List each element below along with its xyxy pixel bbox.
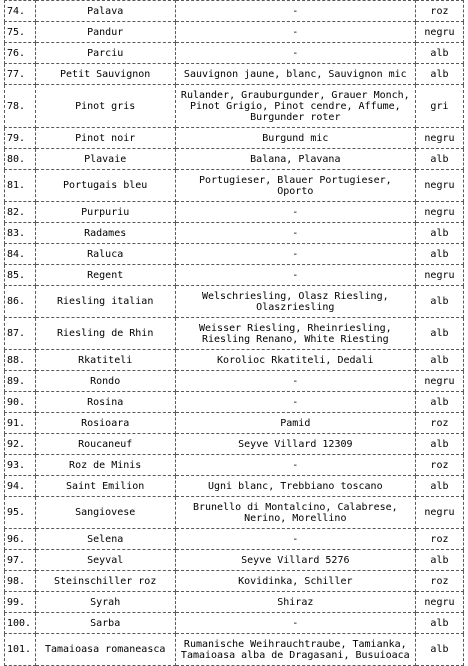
variety-name-cell: Rondo [35, 371, 175, 392]
row-number-cell: 92. [5, 434, 36, 455]
row-number-cell: 101. [5, 634, 36, 666]
row-number-cell: 83. [5, 223, 36, 244]
synonyms-cell: Seyve Villard 12309 [175, 434, 415, 455]
row-number-cell: 94. [5, 476, 36, 497]
grape-color-cell: alb [415, 244, 463, 265]
synonyms-cell: Burgund mic [175, 128, 415, 149]
synonyms-cell: - [175, 244, 415, 265]
variety-name-cell: Pinot noir [35, 128, 175, 149]
row-number-cell: 76. [5, 43, 36, 64]
synonyms-cell: - [175, 22, 415, 43]
row-number-cell: 78. [5, 85, 36, 128]
grape-variety-table-document [4, 0, 464, 666]
row-number-cell: 98. [5, 571, 36, 592]
variety-name-cell: Tamaioasa romaneasca [35, 634, 175, 666]
table-row [5, 350, 464, 371]
synonyms-cell: - [175, 455, 415, 476]
table-row [5, 634, 464, 666]
variety-name-cell: Radames [35, 223, 175, 244]
grape-color-cell: alb [415, 149, 463, 170]
variety-name-cell: Seyval [35, 550, 175, 571]
variety-name-cell: Pinot gris [35, 85, 175, 128]
variety-name-cell: Sangiovese [35, 497, 175, 529]
row-number-cell: 89. [5, 371, 36, 392]
synonyms-cell: Weisser Riesling, Rheinriesling, Riesling Renano, White Riesting [175, 318, 415, 350]
variety-name-cell: Petit Sauvignon [35, 64, 175, 85]
synonyms-cell: Rumanische Weihrauchtraube, Tamianka, Tamaioasa alba de Dragasani, Busuioaca [175, 634, 415, 666]
variety-name-cell: Sarba [35, 613, 175, 634]
synonyms-cell: - [175, 223, 415, 244]
synonyms-cell: Rulander, Grauburgunder, Grauer Monch, Pinot Grigio, Pinot cendre, Affume, Burgunder roter [175, 85, 415, 128]
row-number-cell: 77. [5, 64, 36, 85]
table-row [5, 571, 464, 592]
table-row [5, 64, 464, 85]
synonyms-cell: Sauvignon jaune, blanc, Sauvignon mic [175, 64, 415, 85]
grape-color-cell: alb [415, 223, 463, 244]
table-row [5, 202, 464, 223]
grape-color-cell: alb [415, 286, 463, 318]
variety-name-cell: Raluca [35, 244, 175, 265]
grape-color-cell: negru [415, 497, 463, 529]
synonyms-cell: - [175, 202, 415, 223]
synonyms-cell: - [175, 43, 415, 64]
table-row [5, 286, 464, 318]
synonyms-cell: - [175, 265, 415, 286]
variety-name-cell: Steinschiller roz [35, 571, 175, 592]
table-body [5, 1, 464, 666]
synonyms-cell: Kovidinka, Schiller [175, 571, 415, 592]
row-number-cell: 74. [5, 1, 36, 22]
row-number-cell: 81. [5, 170, 36, 202]
table-row [5, 265, 464, 286]
table-row [5, 550, 464, 571]
row-number-cell: 80. [5, 149, 36, 170]
variety-name-cell: Portugais bleu [35, 170, 175, 202]
variety-name-cell: Purpuriu [35, 202, 175, 223]
grape-color-cell: roz [415, 413, 463, 434]
row-number-cell: 79. [5, 128, 36, 149]
synonyms-cell: Seyve Villard 5276 [175, 550, 415, 571]
synonyms-cell: - [175, 371, 415, 392]
row-number-cell: 91. [5, 413, 36, 434]
row-number-cell: 95. [5, 497, 36, 529]
variety-name-cell: Saint Emilion [35, 476, 175, 497]
grape-color-cell: alb [415, 64, 463, 85]
grape-color-cell: roz [415, 571, 463, 592]
synonyms-cell: Shiraz [175, 592, 415, 613]
grape-color-cell: roz [415, 1, 463, 22]
grape-color-cell: negru [415, 128, 463, 149]
table-row [5, 85, 464, 128]
table-row [5, 529, 464, 550]
variety-name-cell: Plavaie [35, 149, 175, 170]
synonyms-cell: Ugni blanc, Trebbiano toscano [175, 476, 415, 497]
grape-color-cell: alb [415, 43, 463, 64]
variety-name-cell: Regent [35, 265, 175, 286]
table-row [5, 128, 464, 149]
synonyms-cell: - [175, 392, 415, 413]
table-row [5, 392, 464, 413]
table-row [5, 476, 464, 497]
table-row [5, 170, 464, 202]
variety-name-cell: Riesling italian [35, 286, 175, 318]
table-row [5, 223, 464, 244]
row-number-cell: 84. [5, 244, 36, 265]
row-number-cell: 87. [5, 318, 36, 350]
table-row [5, 1, 464, 22]
variety-name-cell: Selena [35, 529, 175, 550]
table-row [5, 413, 464, 434]
grape-color-cell: alb [415, 318, 463, 350]
row-number-cell: 93. [5, 455, 36, 476]
grape-color-cell: negru [415, 592, 463, 613]
row-number-cell: 96. [5, 529, 36, 550]
synonyms-cell: Pamid [175, 413, 415, 434]
table-row [5, 497, 464, 529]
variety-name-cell: Riesling de Rhin [35, 318, 175, 350]
table-row [5, 22, 464, 43]
synonyms-cell: Korolioc Rkatiteli, Dedali [175, 350, 415, 371]
table-row [5, 244, 464, 265]
grape-color-cell: gri [415, 85, 463, 128]
synonyms-cell: - [175, 1, 415, 22]
grape-color-cell: negru [415, 170, 463, 202]
grape-color-cell: alb [415, 634, 463, 666]
grape-color-cell: alb [415, 476, 463, 497]
grape-color-cell: alb [415, 613, 463, 634]
synonyms-cell: - [175, 529, 415, 550]
grape-color-cell: negru [415, 265, 463, 286]
grape-color-cell: negru [415, 22, 463, 43]
variety-name-cell: Rosioara [35, 413, 175, 434]
grape-color-cell: negru [415, 202, 463, 223]
table-row [5, 613, 464, 634]
variety-name-cell: Roucaneuf [35, 434, 175, 455]
row-number-cell: 90. [5, 392, 36, 413]
table-row [5, 318, 464, 350]
table-row [5, 149, 464, 170]
variety-name-cell: Roz de Minis [35, 455, 175, 476]
synonyms-cell: Portugieser, Blauer Portugieser, Oporto [175, 170, 415, 202]
variety-name-cell: Syrah [35, 592, 175, 613]
table-row [5, 455, 464, 476]
row-number-cell: 100. [5, 613, 36, 634]
row-number-cell: 99. [5, 592, 36, 613]
grape-color-cell: alb [415, 392, 463, 413]
grape-color-cell: alb [415, 434, 463, 455]
synonyms-cell: Brunello di Montalcino, Calabrese, Nerino, Morellino [175, 497, 415, 529]
synonyms-cell: - [175, 613, 415, 634]
table-row [5, 592, 464, 613]
table-row [5, 43, 464, 64]
synonyms-cell: Welschriesling, Olasz Riesling, Olaszriesling [175, 286, 415, 318]
variety-name-cell: Rosina [35, 392, 175, 413]
variety-name-cell: Rkatiteli [35, 350, 175, 371]
table-row [5, 371, 464, 392]
row-number-cell: 85. [5, 265, 36, 286]
grape-color-cell: roz [415, 529, 463, 550]
grape-color-cell: negru [415, 371, 463, 392]
row-number-cell: 82. [5, 202, 36, 223]
grape-variety-table [4, 0, 464, 666]
variety-name-cell: Pandur [35, 22, 175, 43]
table-row [5, 434, 464, 455]
variety-name-cell: Parciu [35, 43, 175, 64]
row-number-cell: 88. [5, 350, 36, 371]
row-number-cell: 75. [5, 22, 36, 43]
row-number-cell: 86. [5, 286, 36, 318]
grape-color-cell: alb [415, 350, 463, 371]
grape-color-cell: alb [415, 550, 463, 571]
grape-color-cell: roz [415, 455, 463, 476]
synonyms-cell: Balana, Plavana [175, 149, 415, 170]
row-number-cell: 97. [5, 550, 36, 571]
variety-name-cell: Palava [35, 1, 175, 22]
